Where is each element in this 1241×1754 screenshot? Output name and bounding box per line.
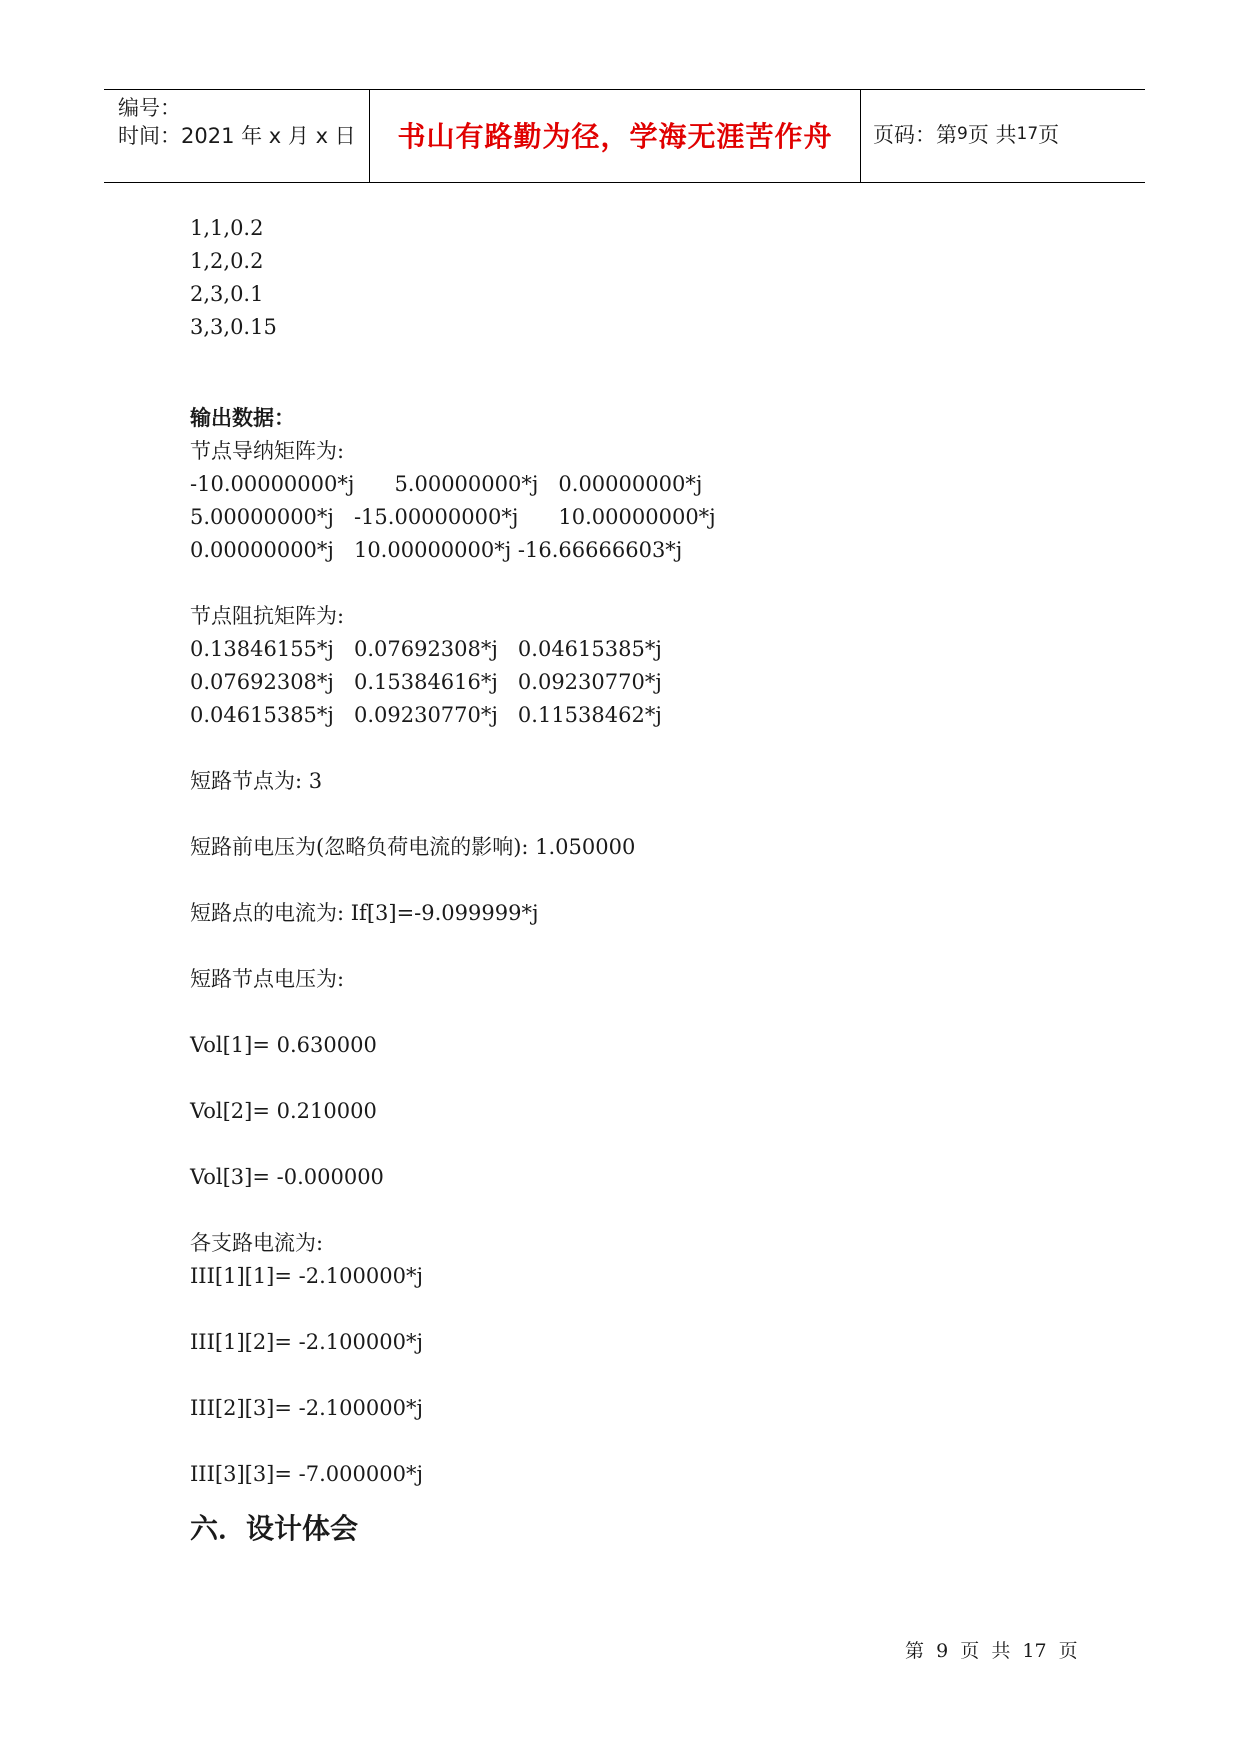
page-middle: 页 共 — [967, 123, 1017, 147]
document-body — [190, 212, 1090, 1549]
admittance-matrix — [190, 468, 1090, 567]
matrix-row: 5.00000000*j -15.00000000*j 10.00000000*j — [190, 505, 716, 529]
page-footer: 第 9 页 共 17 页 — [905, 1640, 1078, 1662]
branch-current: III[3][3]= -7.000000*j — [190, 1462, 423, 1486]
page-header — [104, 89, 1145, 183]
input-line: 1,1,0.2 — [190, 216, 264, 240]
impedance-matrix — [190, 633, 1090, 732]
document-time-label: 时间：2021 年 x 月 x 日 — [118, 124, 356, 148]
admittance-title: 节点导纳矩阵为: — [190, 439, 345, 463]
page-suffix: 页 — [1038, 123, 1060, 147]
impedance-title: 节点阻抗矩阵为: — [190, 604, 345, 628]
page-prefix: 页码：第 — [873, 123, 957, 147]
prefault-voltage: 短路前电压为(忽略负荷电流的影响): 1.050000 — [190, 835, 636, 859]
fault-current: 短路点的电流为: If[3]=-9.099999*j — [190, 901, 539, 925]
matrix-row: 0.13846155*j 0.07692308*j 0.04615385*j — [190, 637, 662, 661]
header-motto: 书山有路勤为径，学海无涯苦作舟 — [370, 90, 861, 182]
branch-current: III[1][2]= -2.100000*j — [190, 1330, 423, 1354]
matrix-row: 0.07692308*j 0.15384616*j 0.09230770*j — [190, 670, 662, 694]
input-line: 1,2,0.2 — [190, 249, 264, 273]
branch-current-title: 各支路电流为: — [190, 1231, 324, 1255]
section-six-title: 六．设计体会 — [190, 1512, 359, 1545]
matrix-row: -10.00000000*j 5.00000000*j 0.00000000*j — [190, 472, 703, 496]
header-meta — [104, 90, 370, 182]
branch-current: III[1][1]= -2.100000*j — [190, 1264, 423, 1288]
branch-current: III[2][3]= -2.100000*j — [190, 1396, 423, 1420]
page-current: 9 — [957, 124, 968, 144]
node-voltage: Vol[1]= 0.630000 — [190, 1033, 377, 1057]
input-line: 2,3,0.1 — [190, 282, 264, 306]
node-voltage: Vol[3]= -0.000000 — [190, 1165, 384, 1189]
matrix-row: 0.04615385*j 0.09230770*j 0.11538462*j — [190, 703, 662, 727]
node-voltage-title: 短路节点电压为: — [190, 967, 345, 991]
header-page-indicator — [861, 90, 1145, 182]
matrix-row: 0.00000000*j 10.00000000*j -16.66666603*j — [190, 538, 683, 562]
short-circuit-node: 短路节点为: 3 — [190, 769, 323, 793]
input-line: 3,3,0.15 — [190, 315, 277, 339]
document-number-label: 编号： — [118, 96, 181, 120]
node-voltage: Vol[2]= 0.210000 — [190, 1099, 377, 1123]
output-heading: 输出数据： — [190, 406, 295, 430]
input-data-lines — [190, 212, 1090, 344]
page-total: 17 — [1016, 124, 1039, 144]
